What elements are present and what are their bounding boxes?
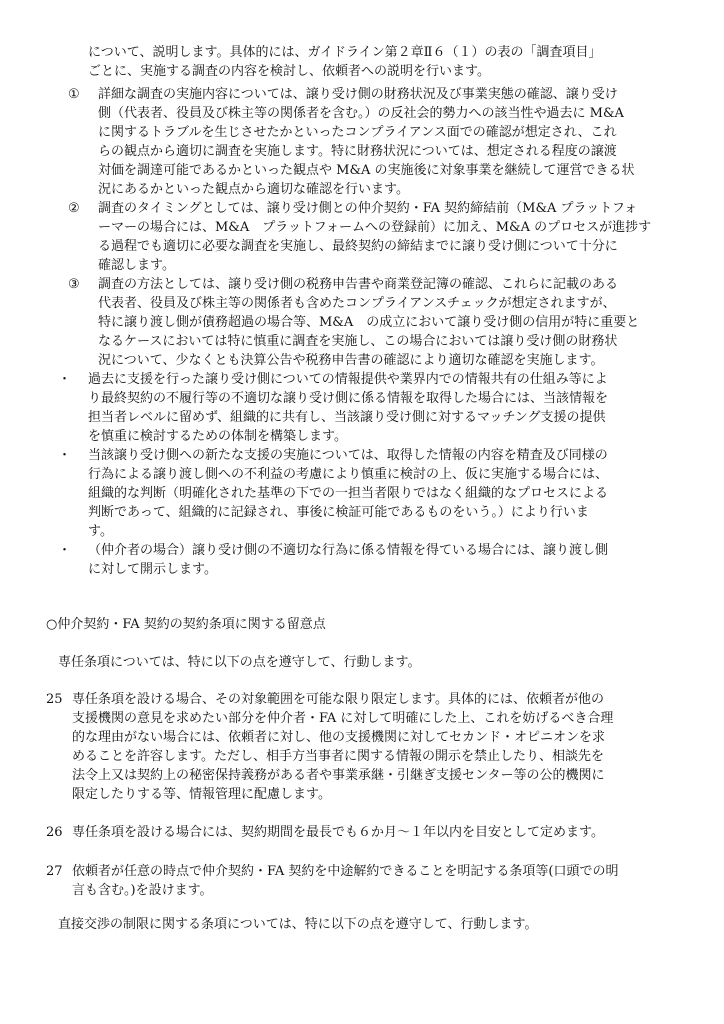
bullet-line: 当該譲り受け側への新たな支援の実施については、取得した情報の内容を精査及び同様の — [88, 448, 608, 463]
clause-line: 言も含む。)を設けます。 — [72, 883, 213, 898]
closing-paragraph: 直接交渉の制限に関する条項については、特に以下の点を遵守して、行動します。 — [58, 917, 538, 932]
bullet-line: り最終契約の不履行等の不適切な譲り受け側に係る情報を取得した場合には、当該情報を — [88, 391, 609, 406]
bullet-marker: ・ — [58, 543, 72, 558]
clause-line: 的な理由がない場合には、依頼者に対し、他の支援機関に対してセカンド・オピニオンを求 — [72, 730, 606, 745]
bullet-marker: ・ — [58, 372, 72, 387]
clause-number: 26 — [46, 825, 63, 840]
item-marker: ① — [68, 87, 80, 102]
item-marker: ③ — [68, 277, 80, 292]
clause-line: 専任条項を設ける場合、その対象範囲を可能な限り限定します。具体的には、依頼者が他の — [72, 692, 604, 707]
item-line: る過程でも適切に必要な調査を実施し、最終契約の締結までに譲り受け側について十分に — [98, 239, 618, 254]
item-line: なるケースにおいては特に慎重に調査を実施し、この場合においては譲り受け側の財務状 — [98, 334, 618, 349]
clause-line: 支援機関の意見を求めたい部分を仲介者・FA に対して明確にした上、これを妨げるべき合理 — [72, 711, 614, 726]
bullet-line: 過去に支援を行った譲り受け側についての情報提供や業界内での情報共有の仕組み等によ — [88, 372, 608, 387]
clause-line: 限定したりする等、情報管理に配慮します。 — [72, 787, 331, 802]
clause-number: 27 — [46, 864, 63, 879]
item-line: らの観点から適切に調査を実施します。特に財務状況については、想定される程度の譲渡 — [98, 144, 617, 159]
bullet-line: （仲介者の場合）譲り受け側の不適切な行為に係る情報を得ている場合には、譲り渡し側 — [88, 543, 609, 558]
bullet-line: 担当者レベルに留めず、組織的に共有し、当該譲り受け側に対するマッチング支援の提供 — [88, 410, 606, 425]
bullet-line: す。 — [88, 524, 113, 539]
intro-line: について、説明します。具体的には、ガイドライン第２章Ⅱ６（１）の表の「調査項目」 — [88, 45, 602, 60]
item-line: 況について、少なくとも決算公告や税務申告書の確認により適切な確認を実施します。 — [98, 353, 604, 368]
item-line: 調査のタイミングとしては、譲り受け側との仲介契約・FA 契約締結前（M&A プラットフォ — [98, 201, 638, 216]
item-line: 対価を調達可能であるかといった観点や M&A の実施後に対象事業を継続して運営できる状 — [98, 163, 635, 178]
clause-line: めることを許容します。ただし、相手方当事者に関する情報の開示を禁止したり、相談先を — [72, 749, 604, 764]
clause-line: 専任条項を設ける場合には、契約期間を最長でも６か月～１年以内を目安として定めます。 — [72, 825, 604, 840]
bullet-line: を慎重に検討するための体制を構築します。 — [88, 429, 347, 444]
bullet-line: 組織的な判断（明確化された基準の下での一担当者限りではなく組織的なプロセスによる — [88, 486, 609, 501]
bullet-line: 行為による譲り渡し側への不利益の考慮により慎重に検討の上、仮に実施する場合には、 — [88, 467, 609, 482]
section-lead: 専任条項については、特に以下の点を遵守して、行動します。 — [58, 655, 421, 670]
section-heading: ○仲介契約・FA 契約の契約条項に関する留意点 — [46, 617, 326, 632]
item-line: 確認します。 — [98, 258, 175, 273]
clause-line: 依頼者が任意の時点で仲介契約・FA 契約を中途解約できることを明記する条項等(口頭での明 — [72, 864, 619, 879]
item-line: 側（代表者、役員及び株主等の関係者を含む。）の反社会的勢力への該当性や過去に M&A — [98, 106, 624, 121]
item-line: 特に譲り渡し側が債務超過の場合等、M&A の成立において譲り受け側の信用が特に重要と — [98, 315, 640, 330]
item-line: 調査の方法としては、譲り受け側の税務申告書や商業登記簿の確認、これらに記載のある — [98, 277, 619, 292]
item-line: 況にあるかといった観点から適切な確認を行います。 — [98, 182, 409, 197]
item-line: に関するトラブルを生じさせたかといったコンプライアンス面での確認が想定され、これ — [98, 125, 617, 140]
bullet-marker: ・ — [58, 448, 72, 463]
clause-number: 25 — [46, 692, 63, 707]
clause-line: 法令上又は契約上の秘密保持義務がある者や事業承継・引継ぎ支援センター等の公的機関に — [72, 768, 605, 783]
item-marker: ② — [68, 201, 80, 216]
bullet-line: 判断であって、組織的に記録され、事後に検証可能であるものをいう。）により行いま — [88, 505, 589, 520]
intro-line: ごとに、実施する調査の内容を検討し、依頼者への説明を行います。 — [88, 64, 490, 79]
bullet-line: に対して開示します。 — [88, 562, 217, 577]
item-line: ーマーの場合には、M&A プラットフォームへの登録前）に加え、M&A のプロセスが進捗す — [98, 220, 652, 235]
item-line: 代表者、役員及び株主等の関係者も含めたコンプライアンスチェックが想定されますが、 — [98, 296, 616, 311]
item-line: 詳細な調査の実施内容については、譲り受け側の財務状況及び事業実態の確認、譲り受け — [98, 87, 618, 102]
